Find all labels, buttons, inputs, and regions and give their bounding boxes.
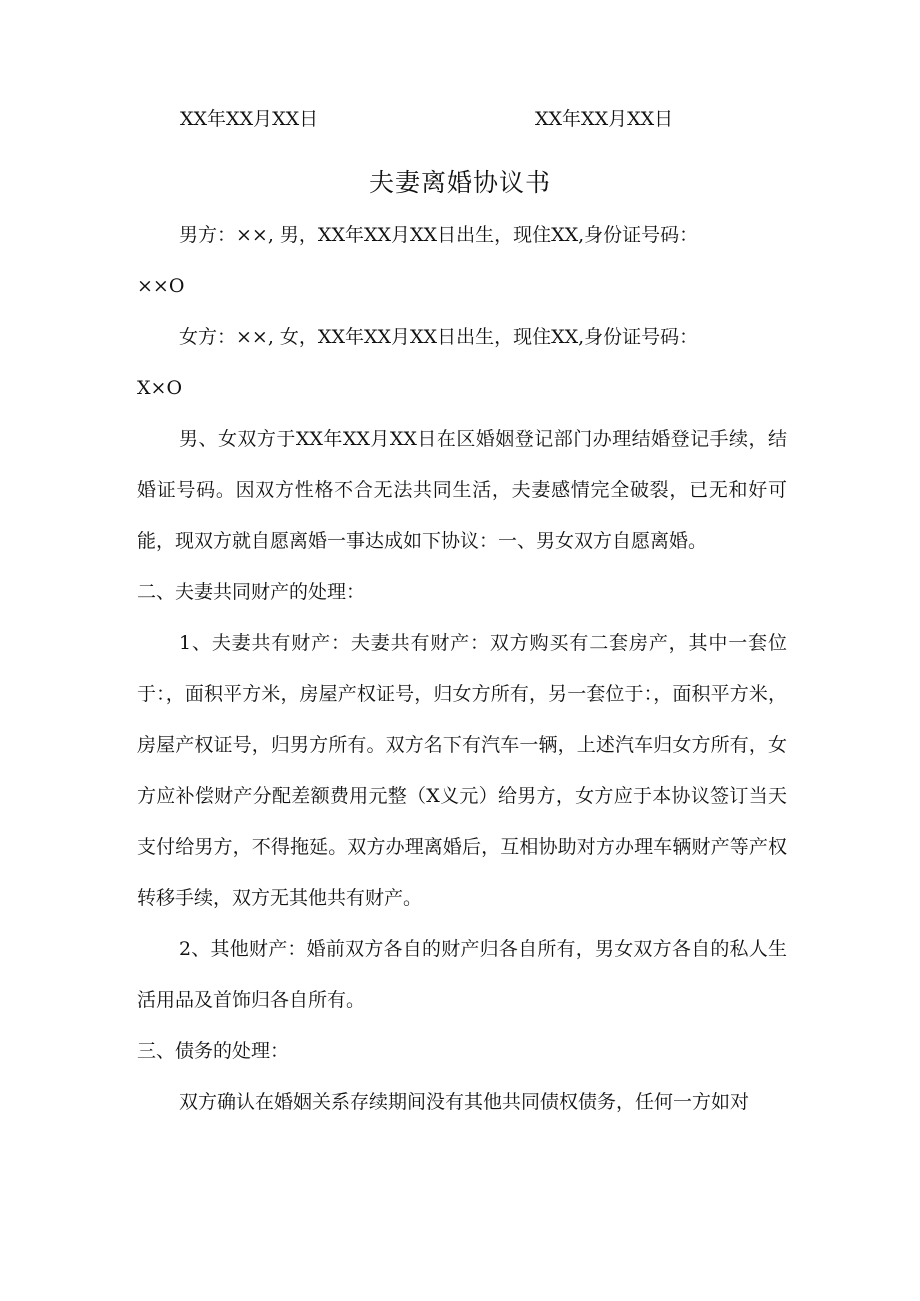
- male-id-tail: ××O: [137, 275, 185, 297]
- property-item-2: 2、其他财产：婚前双方各自的财产归各自所有，男女双方各自的私人生活用品及首饰归各自所有。: [137, 938, 787, 1011]
- male-party-paragraph: [137, 210, 787, 261]
- property-item-1: 1、夫妻共有财产：夫妻共有财产：双方购买有二套房产，其中一套位于：，面积平方米，房屋产权证号，归女方所有，另一套位于：，面积平方米，房屋产权证号，归男方所有。双方名下有汽车一辆，上述汽车归女方所有，女方应补偿财产分配差额费用元整（X义元）给男方，女方应于本协议签订当天支付给男方，不得拖延。双方办理离婚后，互相协助对方办理车辆财产等产权转移手续，双方无其他共有财产。: [137, 632, 787, 909]
- male-id-line: [137, 261, 787, 312]
- document-body: [137, 210, 787, 1128]
- date-right: XX年XX月XX日: [535, 108, 674, 130]
- signature-date-row: [0, 104, 920, 134]
- document-title: 夫妻离婚协议书: [368, 168, 551, 197]
- section-two-heading: 二、夫妻共同财产的处理：: [137, 581, 366, 603]
- female-id-line: [137, 363, 787, 414]
- debt-paragraph: 双方确认在婚姻关系存续期间没有其他共同债权债务，任何一方如对: [179, 1091, 750, 1113]
- male-party-text: 男方：××, 男，XX年XX月XX日出生，现住XX,身份证号码：: [179, 224, 699, 246]
- female-party-text: 女方：××, 女，XX年XX月XX日出生，现住XX,身份证号码：: [179, 326, 699, 348]
- female-party-paragraph: [137, 312, 787, 363]
- date-left: XX年XX月XX日: [180, 108, 319, 130]
- marriage-paragraph: 男、女双方于XX年XX月XX日在区婚姻登记部门办理结婚登记手续，结婚证号码。因双方性格不合无法共同生活，夫妻感情完全破裂，已无和好可能，现双方就自愿离婚一事达成如下协议：一、男女双方自愿离婚。: [137, 428, 787, 552]
- section-three-heading: 三、债务的处理：: [137, 1040, 290, 1062]
- female-id-tail: X×O: [137, 377, 183, 399]
